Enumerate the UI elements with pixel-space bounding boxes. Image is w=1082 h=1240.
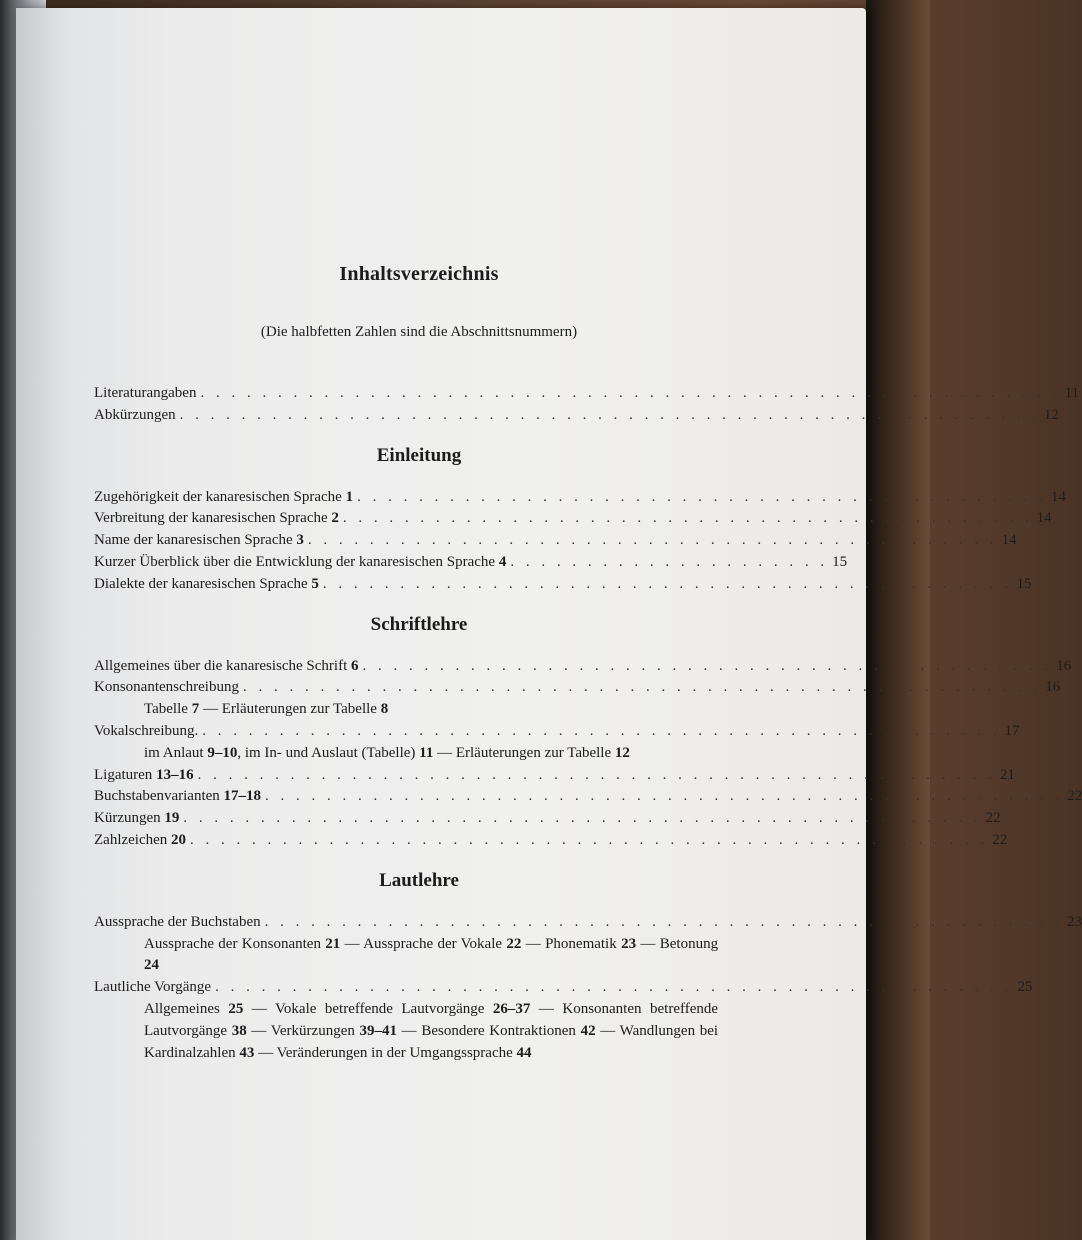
- toc-entry: Kürzungen 19 . . . . . . . . . . . . . . . . . . . . . . . . . . . . . . . . . . . . . . . . . . . . . . . . . . . . 22: [94, 808, 744, 830]
- toc-entry: Buchstabenvarianten 17–18 . . . . . . . . . . . . . . . . . . . . . . . . . . . . . . . . . . . . . . . . . . . . . . . . . . . . 22: [94, 786, 744, 808]
- toc-entry: Ligaturen 13–16 . . . . . . . . . . . . . . . . . . . . . . . . . . . . . . . . . . . . . . . . . . . . . . . . . . . . 21: [94, 765, 744, 787]
- toc-subentry: Aussprache der Konsonanten 21 — Aussprache der Vokale 22 — Phonematik 23 — Betonung 24: [144, 935, 719, 974]
- dot-leader: . . . . . . . . . . . . . . . . . . . . . . . . . . . . . . . . . . . . . . . . . . . . .: [307, 532, 998, 549]
- toc-subentry: Tabelle 7 — Erläuterungen zur Tabelle 8: [144, 701, 389, 718]
- page-number: 14: [1001, 532, 1017, 549]
- page-number: 25: [1017, 979, 1033, 996]
- toc-subentry: Allgemeines 25 — Vokale betreffende Lautvorgänge 26–37 — Konsonanten betreffende Lautvorgänge 38 — Verkürzungen 39–41 — Besondere Kontraktionen 42 — Wandlungen bei Kardinalzahlen 43 — Veränderungen in der Umgangssprache 44: [144, 1000, 719, 1061]
- table-of-contents: [94, 263, 1082, 1068]
- page-number: 11: [1064, 385, 1080, 401]
- page-title: Inhaltsverzeichnis: [339, 263, 499, 285]
- dot-leader: . . . . . . . . . . . . . . . . . . . . . . . . . . . . . . . . . . . . . . . . . . . . . . . . . . . . . . . .: [200, 385, 1061, 401]
- toc-subentry: im Anlaut 9–10, im In- und Auslaut (Tabelle) 11 — Erläuterungen zur Tabelle 12: [144, 744, 630, 761]
- einleitung-list: [94, 487, 1066, 596]
- section-heading-lautlehre: Lautlehre: [379, 869, 459, 891]
- dot-leader: . . . . . . . . . . . . . . . . . . . . . . . . . . . . . . . . . . . . . . . . . . . . . . . . . . . .: [202, 722, 1001, 739]
- toc-entry: Kurzer Überblick über die Entwicklung der kanaresischen Sprache 4 . . . . . . . . . . . . . . . . . . . . . 15: [94, 552, 744, 574]
- page-number: 22: [992, 831, 1008, 848]
- section-heading-einleitung: Einleitung: [376, 444, 462, 466]
- toc-entry: Dialekte der kanaresischen Sprache 5 . . . . . . . . . . . . . . . . . . . . . . . . . . . . . . . . . . . . . . . . . . . . . 15: [94, 574, 744, 596]
- toc-entry: Zahlzeichen 20 . . . . . . . . . . . . . . . . . . . . . . . . . . . . . . . . . . . . . . . . . . . . . . . . . . . . 22: [94, 830, 744, 852]
- toc-entry: Name der kanaresischen Sprache 3 . . . . . . . . . . . . . . . . . . . . . . . . . . . . . . . . . . . . . . . . . . . . . 14: [94, 530, 744, 552]
- dot-leader: . . . . . . . . . . . . . . . . . . . . . . . . . . . . . . . . . . . . . . . . . . . . .: [362, 657, 1053, 674]
- dot-leader: . . . . . . . . . . . . . . . . . . . . . . . . . . . . . . . . . . . . . . . . . . . . . . . . . . . .: [264, 913, 1063, 930]
- page-subtitle: (Die halbfetten Zahlen sind die Abschnittsnummern): [260, 324, 578, 340]
- toc-entry-abkuerzungen: Abkürzungen . . . . . . . . . . . . . . . . . . . . . . . . . . . . . . . . . . . . . . . . . . . . . . . . . . . . . . . . 12: [94, 405, 744, 427]
- dot-leader: . . . . . . . . . . . . . . . . . . . . .: [510, 553, 829, 570]
- dot-leader: . . . . . . . . . . . . . . . . . . . . . . . . . . . . . . . . . . . . . . . . . . . . .: [342, 510, 1033, 527]
- page-number: 16: [1056, 657, 1072, 674]
- page-number: 15: [1016, 575, 1032, 592]
- dot-leader: . . . . . . . . . . . . . . . . . . . . . . . . . . . . . . . . . . . . . . . . . . . . . . . . . . . .: [197, 766, 996, 783]
- toc-entry: Konsonantenschreibung . . . . . . . . . . . . . . . . . . . . . . . . . . . . . . . . . . . . . . . . . . . . . . . . . . . . 16: [94, 677, 744, 699]
- toc-entry-literaturangaben: Literaturangaben . . . . . . . . . . . . . . . . . . . . . . . . . . . . . . . . . . . . . . . . . . . . . . . . . . . . . . . . 11: [94, 383, 744, 405]
- toc-entry: Allgemeines über die kanaresische Schrift 6 . . . . . . . . . . . . . . . . . . . . . . . . . . . . . . . . . . . . . . . . . . . . . 16: [94, 656, 744, 678]
- toc-entry: Vokalschreibung. . . . . . . . . . . . . . . . . . . . . . . . . . . . . . . . . . . . . . . . . . . . . . . . . . . . . 17: [94, 721, 744, 743]
- schriftlehre-list: [94, 656, 1082, 852]
- page-number: 23: [1066, 913, 1082, 930]
- toc-entry: Zugehörigkeit der kanaresischen Sprache 1 . . . . . . . . . . . . . . . . . . . . . . . . . . . . . . . . . . . . . . . . . . . . . 14: [94, 487, 744, 509]
- dot-leader: . . . . . . . . . . . . . . . . . . . . . . . . . . . . . . . . . . . . . . . . . . . . . . . . . . . .: [215, 979, 1014, 996]
- toc-entry: Aussprache der Buchstaben . . . . . . . . . . . . . . . . . . . . . . . . . . . . . . . . . . . . . . . . . . . . . . . . . . . . 23: [94, 912, 744, 934]
- toc-entry: Lautliche Vorgänge . . . . . . . . . . . . . . . . . . . . . . . . . . . . . . . . . . . . . . . . . . . . . . . . . . . . 25: [94, 977, 744, 999]
- page-number: 21: [999, 766, 1015, 783]
- dot-leader: . . . . . . . . . . . . . . . . . . . . . . . . . . . . . . . . . . . . . . . . . . . . . . . . . . . .: [183, 810, 982, 827]
- page-number: 12: [1043, 406, 1059, 423]
- page-number: 22: [1067, 788, 1082, 805]
- page-number: 16: [1045, 679, 1061, 696]
- dot-leader: . . . . . . . . . . . . . . . . . . . . . . . . . . . . . . . . . . . . . . . . . . . . .: [322, 575, 1013, 592]
- page-number: 14: [1036, 510, 1052, 527]
- intro-list: [94, 383, 1080, 427]
- lautlehre-list: [94, 912, 1082, 1065]
- page-number: 22: [985, 810, 1001, 827]
- book-page: [16, 8, 1082, 1240]
- background-shadow: [866, 0, 930, 1240]
- dot-leader: . . . . . . . . . . . . . . . . . . . . . . . . . . . . . . . . . . . . . . . . . . . . . . . . . . . . . . . .: [179, 406, 1040, 423]
- dot-leader: . . . . . . . . . . . . . . . . . . . . . . . . . . . . . . . . . . . . . . . . . . . . . . . . . . . .: [190, 831, 989, 848]
- page-number: 17: [1004, 722, 1020, 739]
- dot-leader: . . . . . . . . . . . . . . . . . . . . . . . . . . . . . . . . . . . . . . . . . . . . .: [357, 488, 1047, 505]
- toc-entry: Verbreitung der kanaresischen Sprache 2 . . . . . . . . . . . . . . . . . . . . . . . . . . . . . . . . . . . . . . . . . . . . . 14: [94, 508, 744, 530]
- dot-leader: . . . . . . . . . . . . . . . . . . . . . . . . . . . . . . . . . . . . . . . . . . . . . . . . . . . .: [242, 679, 1042, 696]
- dot-leader: . . . . . . . . . . . . . . . . . . . . . . . . . . . . . . . . . . . . . . . . . . . . . . . . . . . .: [265, 788, 1064, 805]
- page-number: 15: [832, 553, 848, 570]
- page-number: 14: [1050, 488, 1066, 505]
- section-heading-schriftlehre: Schriftlehre: [370, 613, 468, 635]
